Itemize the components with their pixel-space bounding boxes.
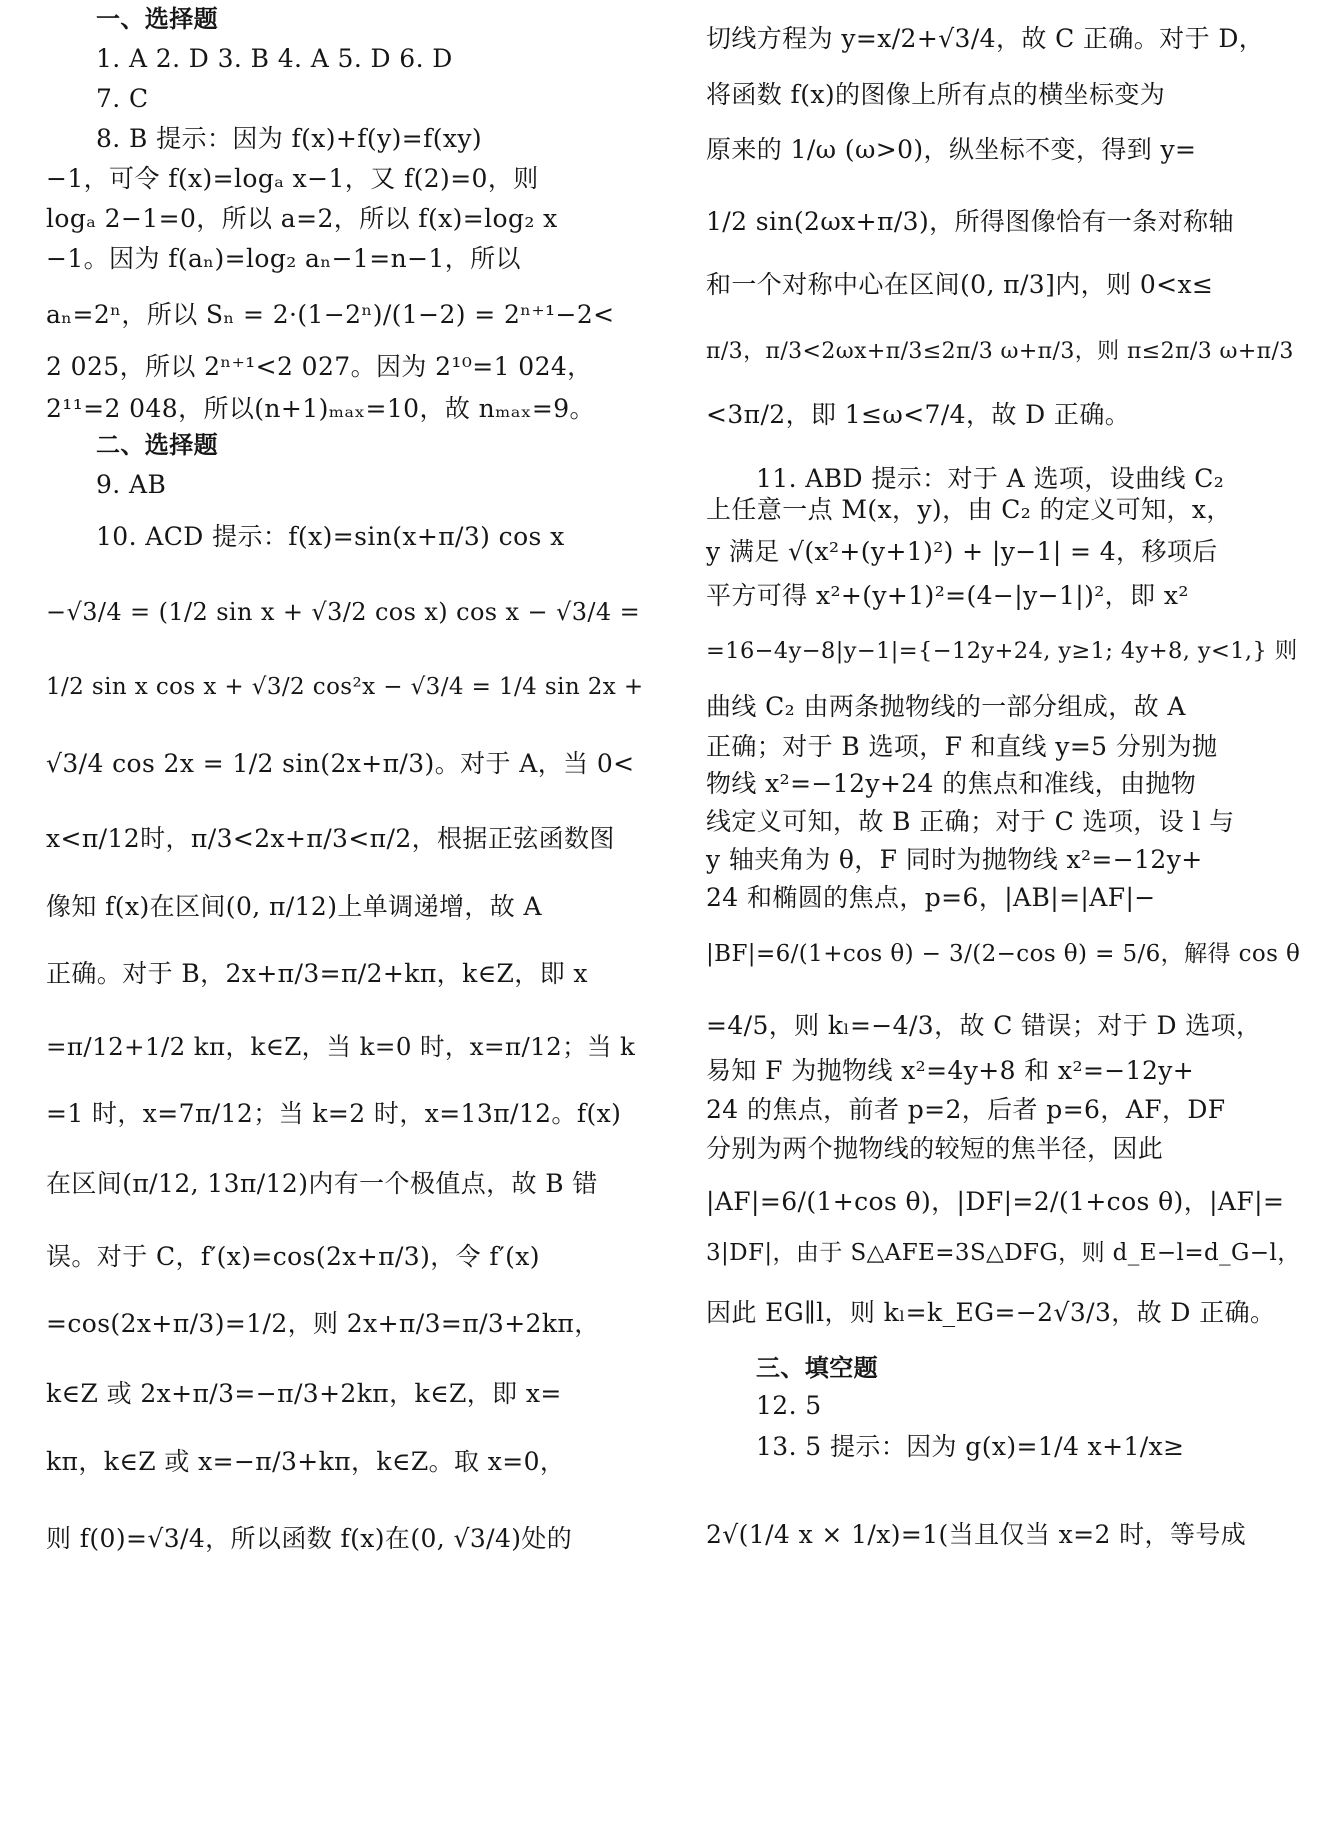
- text-line: 曲线 C₂ 由两条抛物线的一部分组成，故 A: [706, 692, 1186, 721]
- text-line: √3/4 cos 2x = 1/2 sin(2x+π/3)。对于 A，当 0<: [46, 749, 635, 778]
- text-line: y 满足 √(x²+(y+1)²) + |y−1| = 4，移项后: [706, 537, 1218, 566]
- text-line: 线定义可知，故 B 正确；对于 C 选项，设 l 与: [706, 807, 1235, 836]
- text-line: 1/2 sin(2ωx+π/3)，所得图像恰有一条对称轴: [706, 207, 1234, 236]
- text-line: 1/2 sin x cos x + √3/2 cos²x − √3/4 = 1/4 sin 2x +: [46, 674, 644, 700]
- text-line: 平方可得 x²+(y+1)²=(4−|y−1|)²，即 x²: [706, 581, 1189, 610]
- text-line: kπ，k∈Z 或 x=−π/3+kπ，k∈Z。取 x=0，: [46, 1447, 566, 1476]
- text-line: 正确。对于 B，2x+π/3=π/2+kπ，k∈Z，即 x: [46, 959, 588, 988]
- text-line: π/3，π/3<2ωx+π/3≤2π/3 ω+π/3，则 π≤2π/3 ω+π/3: [706, 339, 1294, 364]
- text-line: =16−4y−8|y−1|={−12y+24, y≥1; 4y+8, y<1,} 则: [706, 638, 1298, 664]
- text-line: 物线 x²=−12y+24 的焦点和准线，由抛物: [706, 769, 1197, 798]
- text-line: 12. 5: [756, 1391, 822, 1420]
- text-line: =4/5，则 kₗ=−4/3，故 C 错误；对于 D 选项，: [706, 1011, 1262, 1040]
- text-line: 在区间(π/12, 13π/12)内有一个极值点，故 B 错: [46, 1169, 598, 1198]
- text-line: −√3/4 = (1/2 sin x + √3/2 cos x) cos x − √3/4 =: [46, 598, 641, 626]
- section-heading: 一、选择题: [96, 5, 218, 33]
- text-line: 13. 5 提示：因为 g(x)=1/4 x+1/x≥: [756, 1432, 1185, 1461]
- text-line: −1。因为 f(aₙ)=log₂ aₙ−1=n−1，所以: [46, 244, 521, 273]
- text-line: 切线方程为 y=x/2+√3/4，故 C 正确。对于 D，: [706, 24, 1265, 53]
- text-line: 原来的 1/ω (ω>0)，纵坐标不变，得到 y=: [706, 135, 1197, 164]
- text-line: 2 025，所以 2ⁿ⁺¹<2 027。因为 2¹⁰=1 024，: [46, 352, 593, 381]
- text-line: 8. B 提示：因为 f(x)+f(y)=f(xy): [96, 124, 483, 153]
- text-line: 和一个对称中心在区间(0, π/3]内，则 0<x≤: [706, 270, 1214, 299]
- text-line: <3π/2，即 1≤ω<7/4，故 D 正确。: [706, 400, 1131, 429]
- text-line: 因此 EG∥l，则 kₗ=k_EG=−2√3/3，故 D 正确。: [706, 1298, 1276, 1327]
- text-line: logₐ 2−1=0，所以 a=2，所以 f(x)=log₂ x: [46, 204, 558, 233]
- text-line: 3|DF|，由于 S△AFE=3S△DFG，则 d_E−l=d_G−l，: [706, 1240, 1301, 1266]
- text-line: =π/12+1/2 kπ，k∈Z，当 k=0 时，x=π/12；当 k: [46, 1032, 636, 1061]
- text-line: 分别为两个抛物线的较短的焦半径，因此: [706, 1134, 1164, 1163]
- text-line: 24 的焦点，前者 p=2，后者 p=6，AF，DF: [706, 1095, 1226, 1124]
- text-line: 将函数 f(x)的图像上所有点的横坐标变为: [706, 80, 1166, 109]
- section-heading: 二、选择题: [96, 431, 218, 459]
- text-line: x<π/12时，π/3<2x+π/3<π/2，根据正弦函数图: [46, 824, 615, 853]
- section-heading: 三、填空题: [756, 1354, 878, 1382]
- text-line: 9. AB: [96, 470, 167, 499]
- text-line: 1. A 2. D 3. B 4. A 5. D 6. D: [96, 44, 453, 73]
- text-line: 像知 f(x)在区间(0, π/12)上单调递增，故 A: [46, 892, 542, 921]
- text-line: k∈Z 或 2x+π/3=−π/3+2kπ，k∈Z，即 x=: [46, 1379, 562, 1408]
- text-line: aₙ=2ⁿ，所以 Sₙ = 2·(1−2ⁿ)/(1−2) = 2ⁿ⁺¹−2<: [46, 300, 615, 329]
- text-line: 误。对于 C，f′(x)=cos(2x+π/3)，令 f′(x): [46, 1242, 540, 1271]
- text-line: 11. ABD 提示：对于 A 选项，设曲线 C₂: [756, 464, 1225, 493]
- text-line: 上任意一点 M(x，y)，由 C₂ 的定义可知，x，: [706, 495, 1232, 524]
- text-line: =cos(2x+π/3)=1/2，则 2x+π/3=π/3+2kπ，: [46, 1309, 600, 1338]
- text-line: 7. C: [96, 84, 149, 113]
- text-line: 10. ACD 提示：f(x)=sin(x+π/3) cos x: [96, 522, 565, 551]
- text-line: 正确；对于 B 选项，F 和直线 y=5 分别为抛: [706, 732, 1218, 761]
- text-line: |AF|=6/(1+cos θ)，|DF|=2/(1+cos θ)，|AF|=: [706, 1187, 1285, 1216]
- text-line: 2¹¹=2 048，所以(n+1)ₘₐₓ=10，故 nₘₐₓ=9。: [46, 394, 595, 423]
- text-line: =1 时，x=7π/12；当 k=2 时，x=13π/12。f(x): [46, 1099, 622, 1128]
- text-line: 则 f(0)=√3/4，所以函数 f(x)在(0, √3/4)处的: [46, 1524, 573, 1553]
- text-line: |BF|=6/(1+cos θ) − 3/(2−cos θ) = 5/6，解得 cos θ: [706, 941, 1301, 967]
- text-line: y 轴夹角为 θ，F 同时为抛物线 x²=−12y+: [706, 845, 1203, 874]
- text-line: 24 和椭圆的焦点，p=6，|AB|=|AF|−: [706, 883, 1156, 912]
- text-line: 易知 F 为抛物线 x²=4y+8 和 x²=−12y+: [706, 1056, 1195, 1085]
- text-line: 2√(1/4 x × 1/x)=1(当且仅当 x=2 时，等号成: [706, 1520, 1247, 1549]
- text-line: −1，可令 f(x)=logₐ x−1，又 f(2)=0，则: [46, 164, 539, 193]
